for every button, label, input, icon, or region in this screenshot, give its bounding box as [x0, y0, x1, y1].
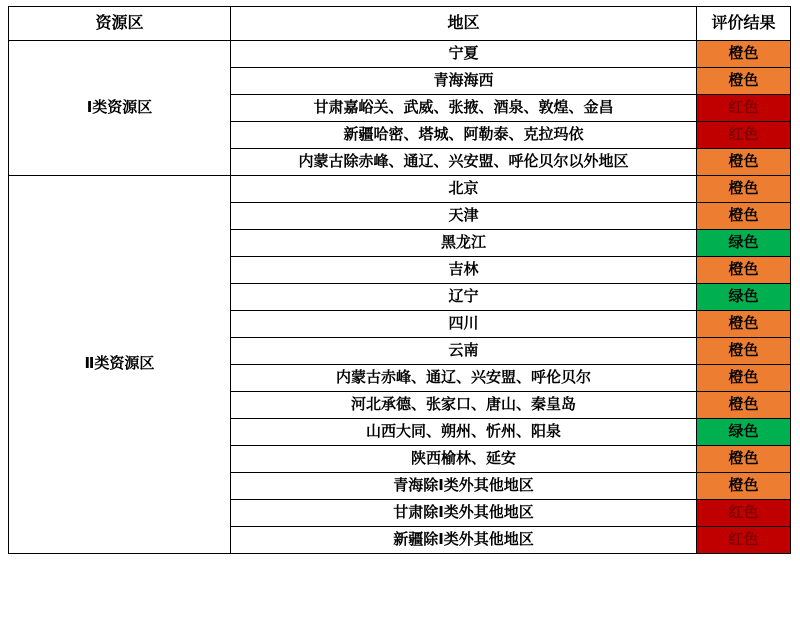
result-cell: 橙色	[697, 446, 791, 473]
region-cell: 新疆哈密、塔城、阿勒泰、克拉玛依	[231, 122, 697, 149]
table-header-row	[9, 7, 791, 41]
result-cell: 橙色	[697, 68, 791, 95]
result-cell: 橙色	[697, 41, 791, 68]
result-cell: 橙色	[697, 176, 791, 203]
result-cell: 橙色	[697, 311, 791, 338]
table-row	[9, 41, 791, 68]
region-cell: 内蒙古除赤峰、通辽、兴安盟、呼伦贝尔以外地区	[231, 149, 697, 176]
result-cell: 绿色	[697, 419, 791, 446]
region-cell: 河北承德、张家口、唐山、秦皇岛	[231, 392, 697, 419]
zone-cell: Ⅰ类资源区	[9, 41, 231, 176]
table-row	[9, 176, 791, 203]
zone-cell: Ⅱ类资源区	[9, 176, 231, 554]
region-cell: 青海海西	[231, 68, 697, 95]
region-cell: 天津	[231, 203, 697, 230]
region-cell: 甘肃除Ⅰ类外其他地区	[231, 500, 697, 527]
resource-zone-table	[8, 6, 791, 554]
result-cell: 橙色	[697, 473, 791, 500]
region-cell: 黑龙江	[231, 230, 697, 257]
table-body	[9, 41, 791, 554]
region-cell: 青海除Ⅰ类外其他地区	[231, 473, 697, 500]
result-cell: 红色	[697, 527, 791, 554]
result-cell: 橙色	[697, 392, 791, 419]
result-cell: 橙色	[697, 203, 791, 230]
result-cell: 橙色	[697, 365, 791, 392]
column-header-result: 评价结果	[697, 7, 791, 41]
table-header	[9, 7, 791, 41]
region-cell: 四川	[231, 311, 697, 338]
result-cell: 红色	[697, 122, 791, 149]
result-cell: 绿色	[697, 230, 791, 257]
column-header-region: 地区	[231, 7, 697, 41]
region-cell: 甘肃嘉峪关、武威、张掖、酒泉、敦煌、金昌	[231, 95, 697, 122]
region-cell: 宁夏	[231, 41, 697, 68]
result-cell: 绿色	[697, 284, 791, 311]
result-cell: 橙色	[697, 149, 791, 176]
result-cell: 橙色	[697, 257, 791, 284]
region-cell: 吉林	[231, 257, 697, 284]
region-cell: 辽宁	[231, 284, 697, 311]
column-header-zone: 资源区	[9, 7, 231, 41]
region-cell: 北京	[231, 176, 697, 203]
document-canvas	[0, 6, 800, 620]
region-cell: 陕西榆林、延安	[231, 446, 697, 473]
result-cell: 红色	[697, 500, 791, 527]
result-cell: 橙色	[697, 338, 791, 365]
result-cell: 红色	[697, 95, 791, 122]
region-cell: 云南	[231, 338, 697, 365]
region-cell: 山西大同、朔州、忻州、阳泉	[231, 419, 697, 446]
region-cell: 内蒙古赤峰、通辽、兴安盟、呼伦贝尔	[231, 365, 697, 392]
region-cell: 新疆除Ⅰ类外其他地区	[231, 527, 697, 554]
